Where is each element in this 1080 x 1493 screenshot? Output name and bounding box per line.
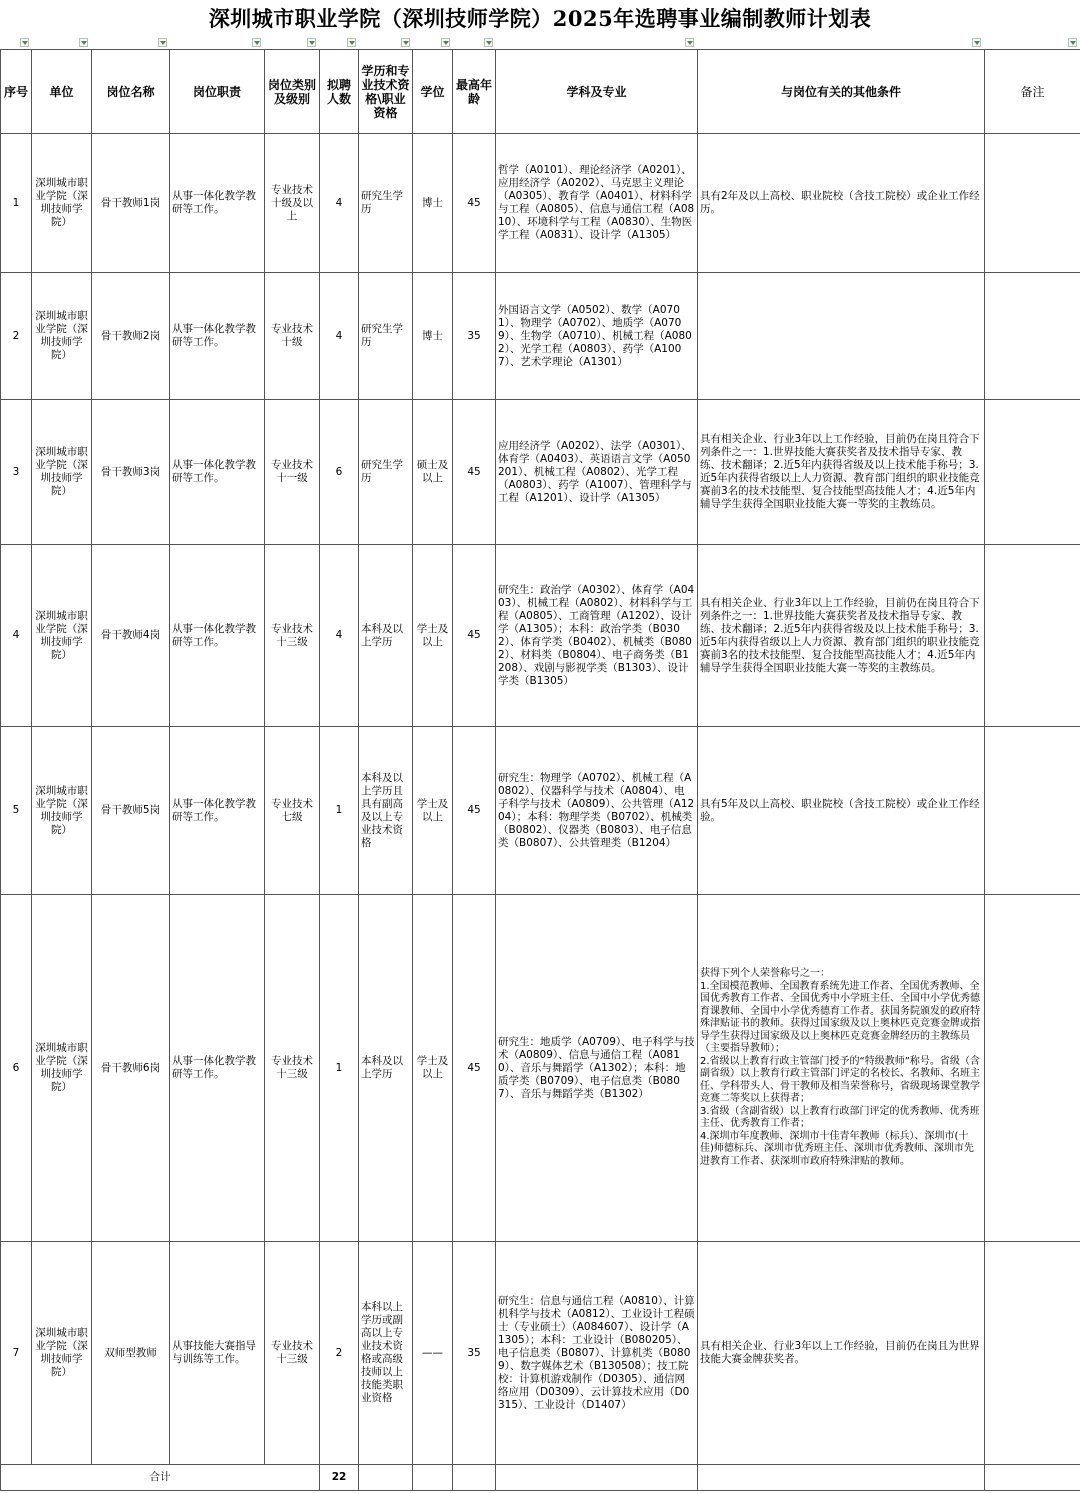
filter-dropdown-icon[interactable] bbox=[441, 38, 450, 47]
cell-edu[interactable]: 研究生学历 bbox=[359, 134, 413, 273]
cell-duty[interactable]: 从事一体化教学教研等工作。 bbox=[170, 895, 265, 1242]
filter-dropdown-icon[interactable] bbox=[401, 38, 410, 47]
cell-age[interactable]: 45 bbox=[453, 400, 496, 545]
table-row bbox=[1, 273, 1080, 400]
cell-unit[interactable]: 深圳城市职业学院（深圳技师学院） bbox=[32, 727, 92, 895]
cell-major[interactable]: 哲学（A0101）、理论经济学（A0201）、应用经济学（A0202）、马克思主义理论（A0305）、教育学（A0401）、材料科学与工程（A0805）、信息与通信工程（A0810）、环境科学与工程（A0830）、生物医学工程（A0831）、设计学（A1305） bbox=[496, 134, 698, 273]
cell-cond[interactable]: 具有2年及以上高校、职业院校（含技工院校）或企业工作经历。 bbox=[698, 134, 985, 273]
cell-post[interactable]: 骨干教师3岗 bbox=[92, 400, 170, 545]
table-row bbox=[1, 400, 1080, 545]
header-edu[interactable]: 学历和专业技术资格\职业资格 bbox=[359, 50, 413, 134]
empty-cell[interactable] bbox=[453, 1465, 496, 1491]
header-note[interactable]: 备注 bbox=[985, 50, 1080, 134]
table-row bbox=[1, 895, 1080, 1242]
cell-unit[interactable]: 深圳城市职业学院（深圳技师学院） bbox=[32, 134, 92, 273]
cell-duty[interactable]: 从事一体化教学教研等工作。 bbox=[170, 400, 265, 545]
cell-note[interactable] bbox=[985, 895, 1080, 1242]
cell-note[interactable] bbox=[985, 134, 1080, 273]
header-unit[interactable]: 单位 bbox=[32, 50, 92, 134]
table-row bbox=[1, 727, 1080, 895]
total-row bbox=[1, 1465, 1080, 1491]
cell-cond[interactable]: 具有相关企业、行业3年以上工作经验，目前仍在岗且符合下列条件之一：1.世界技能大赛获奖者及技术指导专家、教练、技术翻译；2.近5年内获得省级及以上技术能手称号；3.近5年内获得省级以上人力资源、教育部门组织的职业技能竞赛前3名的技术技能型、复合技能型高技能人才；4.近5年内辅导学生获得全国职业技能大赛一等奖的主教练员。 bbox=[698, 400, 985, 545]
cell-level[interactable]: 专业技术十一级 bbox=[265, 400, 320, 545]
header-degree[interactable]: 学位 bbox=[413, 50, 453, 134]
filter-dropdown-icon[interactable] bbox=[20, 38, 29, 47]
filter-dropdown-icon[interactable] bbox=[252, 38, 261, 47]
cell-age[interactable]: 45 bbox=[453, 895, 496, 1242]
cell-cond[interactable]: 获得下列个人荣誉称号之一： 1.全国模范教师、全国教育系统先进工作者、全国优秀教师、全国优秀教育工作者、全国优秀中小学班主任、全国中小学优秀德育课教师、全国中小学优秀德育工作者。获国务院颁发的政府特殊津贴证书的教师。获得过国家级及以上奥林匹克竞赛金牌或指导学生获得过国家级及以上奥林匹克竞赛金牌经历的主教练员（主要指导教师）； 2.省级以上教育行政主管部门授予的“特级教师”称号。省级（含副省级）以上教育行政主管部门评定的名校长、名教师、名班主任、学科带头人、骨干教师及相当荣誉称号，省级现场课堂教学竞赛二等奖以上获得者； 3.省级（含副省级）以上教育行政部门评定的优秀教师、优秀班主任、优秀教育工作者； 4.深圳市年度教师、深圳市十佳青年教师（标兵）、深圳市(十佳)师德标兵、深圳市优秀班主任、深圳市优秀教师、深圳市先进教育工作者、获深圳市政府特殊津贴的教师。 bbox=[698, 895, 985, 1242]
cell-note[interactable] bbox=[985, 545, 1080, 727]
empty-cell[interactable] bbox=[985, 1465, 1080, 1491]
cell-level[interactable]: 专业技术十三级 bbox=[265, 545, 320, 727]
cell-major[interactable]: 研究生：信息与通信工程（A0810）、计算机科学与技术（A0812）、工业设计工程硕士（专业硕士）（A084607）、设计学（A1305）；本科：工业设计（B080205）、电子信息类（B0807）、计算机类（B0809）、数字媒体艺术（B130508）；技工院校：计算机游戏制作（D0305）、通信网络应用（D0309）、云计算技术应用（D0315）、工业设计（D1407） bbox=[496, 1242, 698, 1465]
cell-cond[interactable] bbox=[698, 273, 985, 400]
cell-level[interactable]: 专业技术十三级 bbox=[265, 895, 320, 1242]
cell-cond[interactable]: 具有5年及以上高校、职业院校（含技工院校）或企业工作经验。 bbox=[698, 727, 985, 895]
cell-note[interactable] bbox=[985, 400, 1080, 545]
cell-level[interactable]: 专业技术七级 bbox=[265, 727, 320, 895]
cell-duty[interactable]: 从事一体化教学教研等工作。 bbox=[170, 273, 265, 400]
empty-cell[interactable] bbox=[413, 1465, 453, 1491]
cell-duty[interactable]: 从事一体化教学教研等工作。 bbox=[170, 727, 265, 895]
cell-degree[interactable]: 学士及以上 bbox=[413, 727, 453, 895]
cell-note[interactable] bbox=[985, 727, 1080, 895]
empty-cell[interactable] bbox=[359, 1465, 413, 1491]
cell-no[interactable]: 6 bbox=[1, 895, 32, 1242]
cell-unit[interactable]: 深圳城市职业学院（深圳技师学院） bbox=[32, 1242, 92, 1465]
cell-age[interactable]: 35 bbox=[453, 1242, 496, 1465]
cell-degree[interactable]: 硕士及以上 bbox=[413, 400, 453, 545]
filter-dropdown-icon[interactable] bbox=[484, 38, 493, 47]
cell-cond[interactable]: 具有相关企业、行业3年以上工作经验，目前仍在岗且符合下列条件之一：1.世界技能大赛获奖者及技术指导专家、教练、技术翻译；2.近5年内获得省级及以上技术能手称号；3.近5年内获得省级以上人力资源、教育部门组织的职业技能竞赛前3名的技术技能型、复合技能型高技能人才；4.近5年内辅导学生获得全国职业技能大赛一等奖的主教练员。 bbox=[698, 545, 985, 727]
table-row bbox=[1, 134, 1080, 273]
cell-major[interactable]: 研究生：物理学（A0702）、机械工程（A0802）、仪器科学与技术（A0804）、电子科学与技术（A0809）、公共管理（A1204）；本科：物理学类（B0702）、机械类（B0802）、仪器类（B0803）、电子信息类（B0807）、公共管理类（B1204） bbox=[496, 727, 698, 895]
cell-no[interactable]: 5 bbox=[1, 727, 32, 895]
cell-duty[interactable]: 从事一体化教学教研等工作。 bbox=[170, 545, 265, 727]
cell-edu[interactable]: 本科及以上学历且具有副高及以上专业技术资格 bbox=[359, 727, 413, 895]
header-no[interactable]: 序号 bbox=[1, 50, 32, 134]
cell-unit[interactable]: 深圳城市职业学院（深圳技师学院） bbox=[32, 273, 92, 400]
cell-major[interactable]: 研究生：地质学（A0709）、电子科学与技术（A0809）、信息与通信工程（A0810）、音乐与舞蹈学（A1302）；本科：地质学类（B0709）、电子信息类（B0807）、音乐与舞蹈学类（B1302） bbox=[496, 895, 698, 1242]
cell-age[interactable]: 35 bbox=[453, 273, 496, 400]
cell-major[interactable]: 研究生：政治学（A0302）、体育学（A0403）、机械工程（A0802）、材料科学与工程（A0805）、工商管理（A1202）、设计学（A1305）；本科：政治学类（B0302）、体育学类（B0402）、机械类（B0802）、材料类（B0804）、电子商务类（B1208）、戏剧与影视学类（B1303）、设计学类（B1305） bbox=[496, 545, 698, 727]
page-title: 深圳城市职业学院（深圳技师学院）2025年选聘事业编制教师计划表 bbox=[208, 6, 872, 31]
cell-unit[interactable]: 深圳城市职业学院（深圳技师学院） bbox=[32, 545, 92, 727]
cell-post[interactable]: 骨干教师5岗 bbox=[92, 727, 170, 895]
header-major[interactable]: 学科及专业 bbox=[496, 50, 698, 134]
filter-dropdown-icon[interactable] bbox=[347, 38, 356, 47]
cell-edu[interactable]: 本科及以上学历 bbox=[359, 545, 413, 727]
cell-edu[interactable]: 本科以上学历或副高以上专业技术资格或高级技师以上技能类职业资格 bbox=[359, 1242, 413, 1465]
table-row bbox=[1, 1242, 1080, 1465]
cell-unit[interactable]: 深圳城市职业学院（深圳技师学院） bbox=[32, 895, 92, 1242]
cell-post[interactable]: 双师型教师 bbox=[92, 1242, 170, 1465]
header-level[interactable]: 岗位类别及级别 bbox=[265, 50, 320, 134]
cell-no[interactable]: 2 bbox=[1, 273, 32, 400]
cell-degree[interactable]: 学士及以上 bbox=[413, 545, 453, 727]
cell-cond[interactable]: 具有相关企业、行业3年以上工作经验，目前仍在岗且为世界技能大赛金牌获奖者。 bbox=[698, 1242, 985, 1465]
cell-level[interactable]: 专业技术十级及以上 bbox=[265, 134, 320, 273]
filter-dropdown-icon[interactable] bbox=[1068, 38, 1077, 47]
cell-age[interactable]: 45 bbox=[453, 134, 496, 273]
header-cond[interactable]: 与岗位有关的其他条件 bbox=[698, 50, 985, 134]
total-label[interactable]: 合计 bbox=[1, 1465, 320, 1491]
cell-degree[interactable]: —— bbox=[413, 1242, 453, 1465]
header-row bbox=[1, 50, 1080, 134]
cell-major[interactable]: 外国语言文学（A0502）、数学（A0701）、物理学（A0702）、地质学（A0709）、生物学（A0710）、机械工程（A0802）、光学工程（A0803）、药学（A1007）、艺术学理论（A1301） bbox=[496, 273, 698, 400]
empty-cell[interactable] bbox=[496, 1465, 698, 1491]
cell-edu[interactable]: 研究生学历 bbox=[359, 400, 413, 545]
cell-no[interactable]: 1 bbox=[1, 134, 32, 273]
header-age[interactable]: 最高年龄 bbox=[453, 50, 496, 134]
cell-count[interactable]: 1 bbox=[320, 895, 359, 1242]
cell-major[interactable]: 应用经济学（A0202）、法学（A0301）、体育学（A0403）、英语语言文学（A050201）、机械工程（A0802）、光学工程（A0803）、药学（A1007）、管理科学与工程（A1201）、设计学（A1305） bbox=[496, 400, 698, 545]
cell-count[interactable]: 1 bbox=[320, 727, 359, 895]
cell-post[interactable]: 骨干教师1岗 bbox=[92, 134, 170, 273]
filter-dropdown-icon[interactable] bbox=[972, 38, 981, 47]
cell-degree[interactable]: 博士 bbox=[413, 134, 453, 273]
empty-cell[interactable] bbox=[698, 1465, 985, 1491]
cell-level[interactable]: 专业技术十级 bbox=[265, 273, 320, 400]
filter-dropdown-icon[interactable] bbox=[307, 38, 316, 47]
total-count[interactable]: 22 bbox=[320, 1465, 359, 1491]
table-row bbox=[1, 545, 1080, 727]
cell-no[interactable]: 4 bbox=[1, 545, 32, 727]
cell-degree[interactable]: 博士 bbox=[413, 273, 453, 400]
header-count[interactable]: 拟聘人数 bbox=[320, 50, 359, 134]
cell-age[interactable]: 45 bbox=[453, 727, 496, 895]
cell-unit[interactable]: 深圳城市职业学院（深圳技师学院） bbox=[32, 400, 92, 545]
cell-degree[interactable]: 学士及以上 bbox=[413, 895, 453, 1242]
header-post[interactable]: 岗位名称 bbox=[92, 50, 170, 134]
cell-no[interactable]: 7 bbox=[1, 1242, 32, 1465]
filter-bar bbox=[0, 38, 1080, 49]
cell-note[interactable] bbox=[985, 273, 1080, 400]
filter-dropdown-icon[interactable] bbox=[79, 38, 88, 47]
cell-edu[interactable]: 本科及以上学历 bbox=[359, 895, 413, 1242]
cell-duty[interactable]: 从事技能大赛指导与训练等工作。 bbox=[170, 1242, 265, 1465]
filter-dropdown-icon[interactable] bbox=[685, 38, 694, 47]
cell-post[interactable]: 骨干教师2岗 bbox=[92, 273, 170, 400]
cell-post[interactable]: 骨干教师6岗 bbox=[92, 895, 170, 1242]
cell-age[interactable]: 45 bbox=[453, 545, 496, 727]
cell-count[interactable]: 6 bbox=[320, 400, 359, 545]
cell-edu[interactable]: 研究生学历 bbox=[359, 273, 413, 400]
header-duty[interactable]: 岗位职责 bbox=[170, 50, 265, 134]
recruitment-table bbox=[0, 49, 1080, 1491]
cell-level[interactable]: 专业技术十三级 bbox=[265, 1242, 320, 1465]
cell-count[interactable]: 4 bbox=[320, 545, 359, 727]
cell-duty[interactable]: 从事一体化教学教研等工作。 bbox=[170, 134, 265, 273]
cell-post[interactable]: 骨干教师4岗 bbox=[92, 545, 170, 727]
cell-count[interactable]: 4 bbox=[320, 273, 359, 400]
filter-dropdown-icon[interactable] bbox=[158, 38, 167, 47]
cell-count[interactable]: 2 bbox=[320, 1242, 359, 1465]
cell-note[interactable] bbox=[985, 1242, 1080, 1465]
cell-no[interactable]: 3 bbox=[1, 400, 32, 545]
cell-count[interactable]: 4 bbox=[320, 134, 359, 273]
